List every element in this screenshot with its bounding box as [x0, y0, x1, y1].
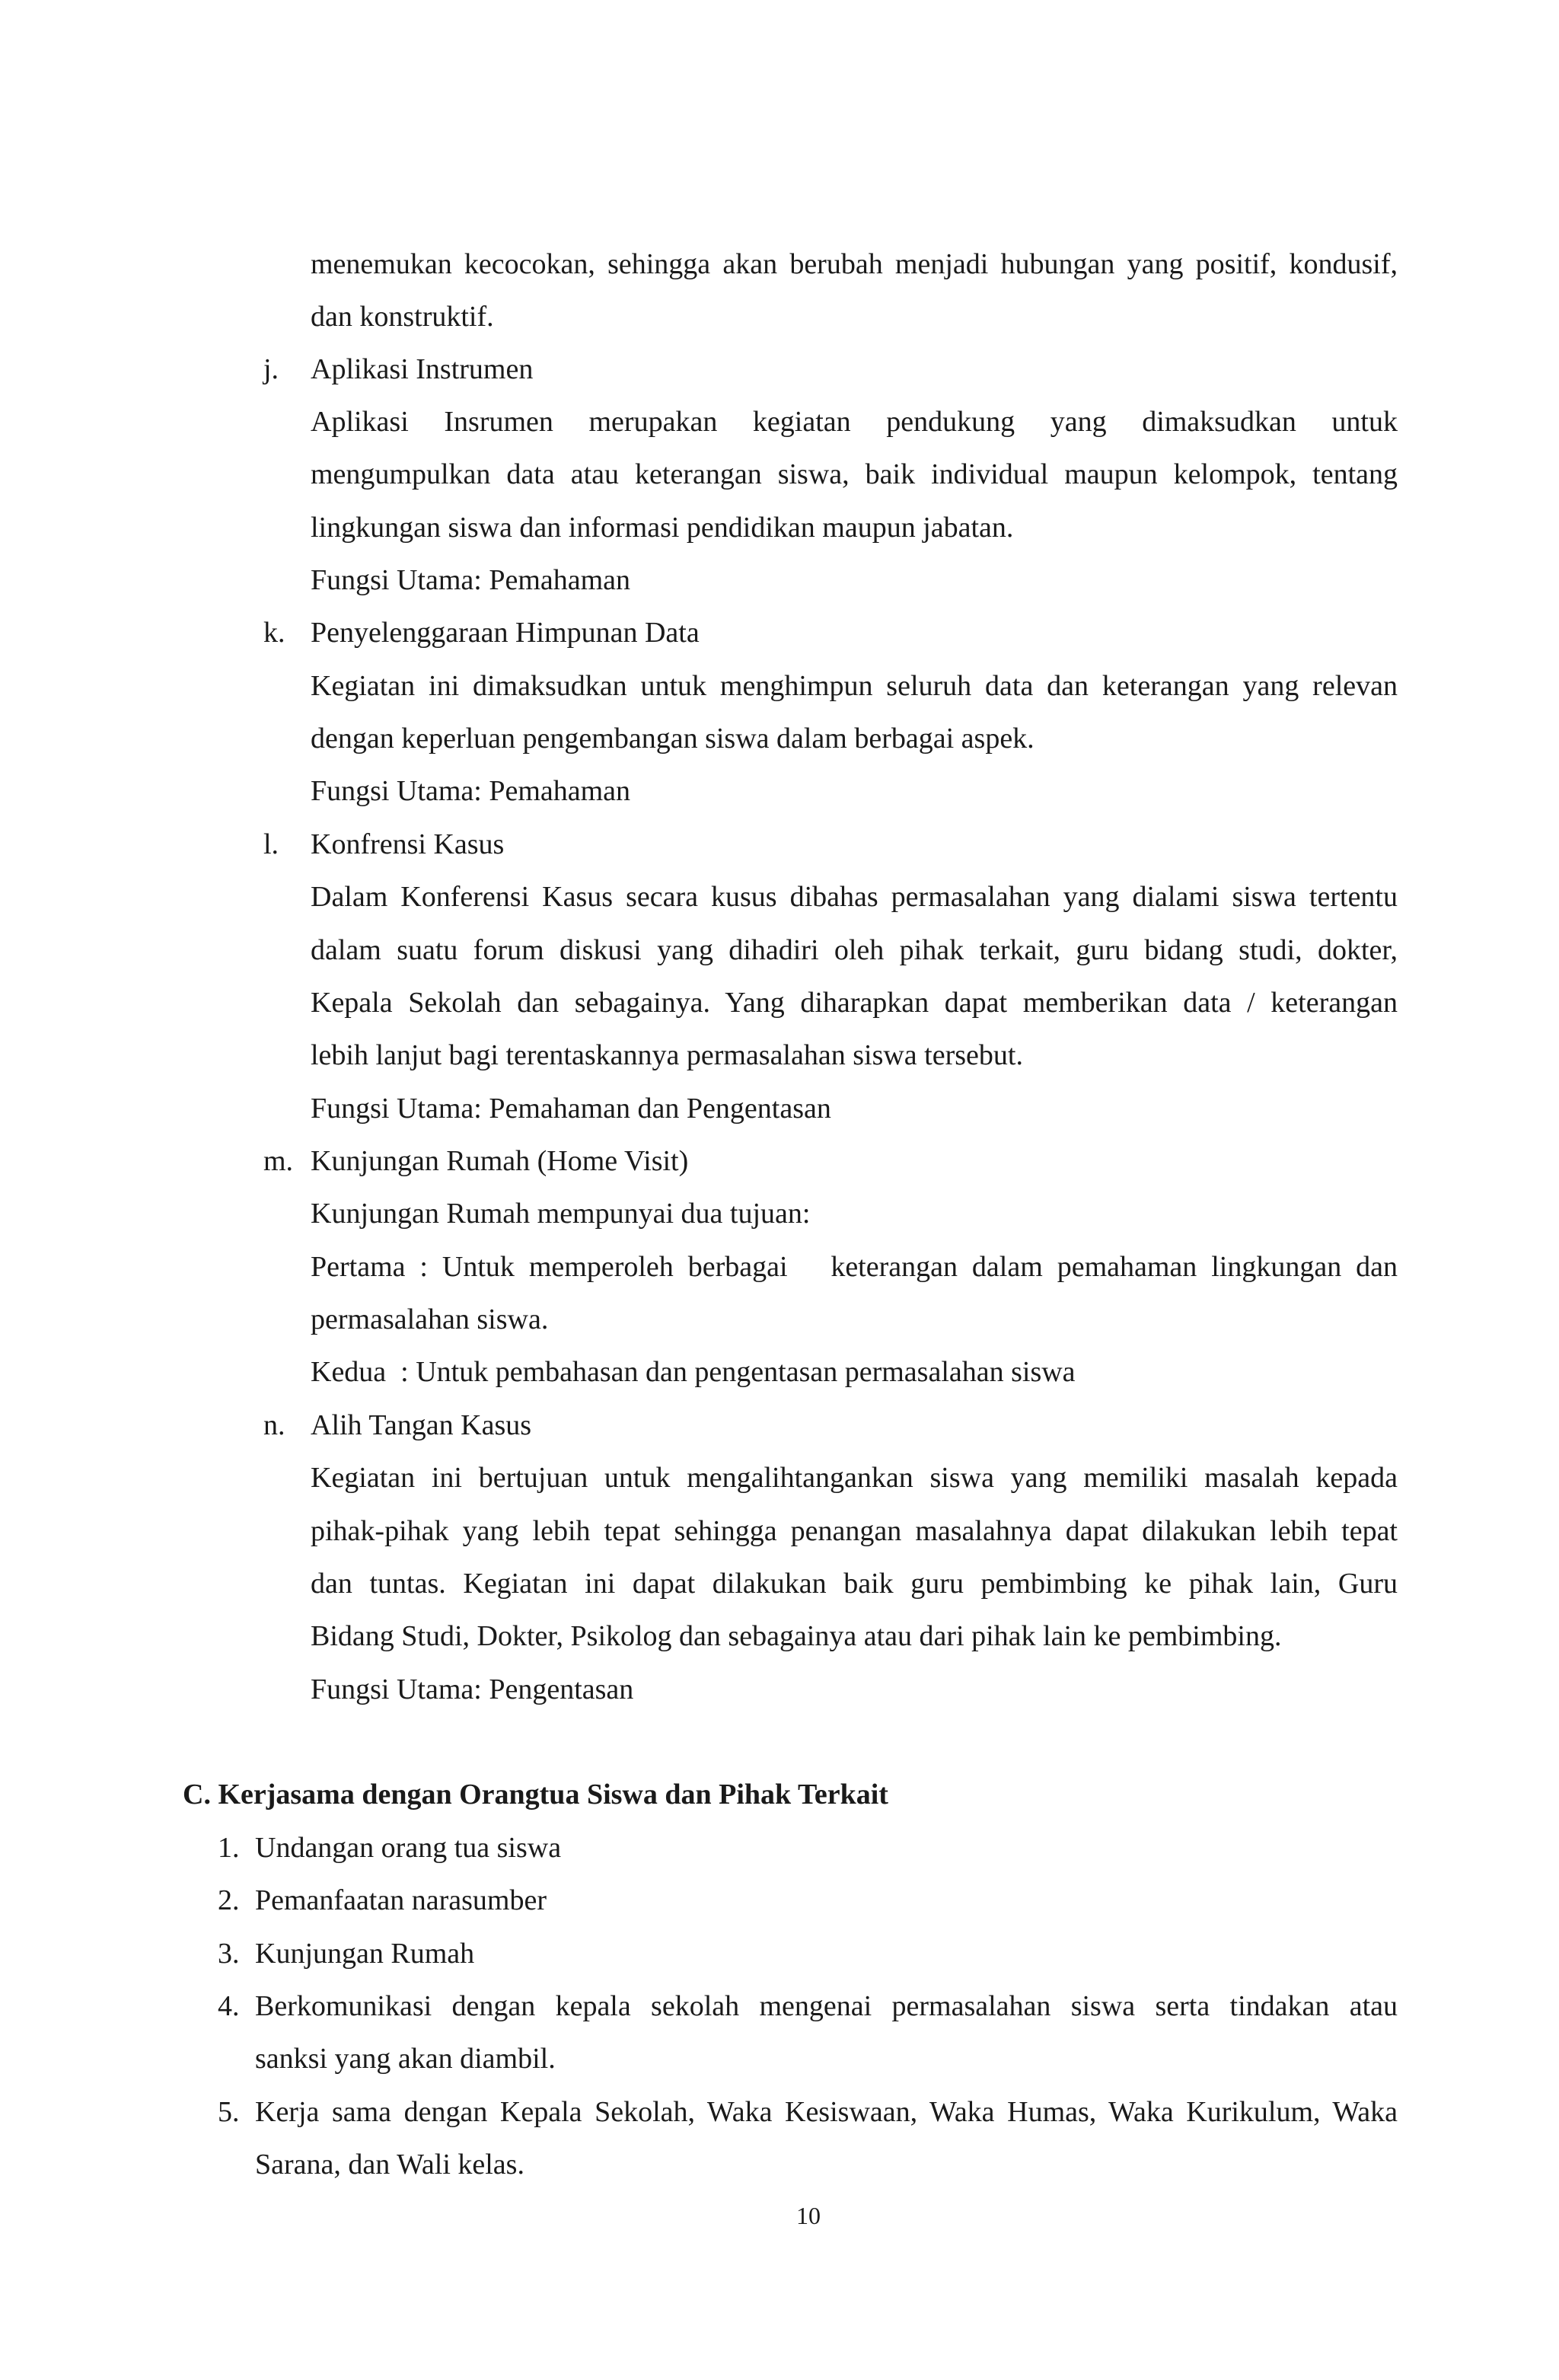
- list-marker-n: n.: [263, 1409, 285, 1441]
- list-item: Undangan orang tua siswa: [255, 1832, 562, 1864]
- function-line: Fungsi Utama: Pemahaman: [311, 775, 631, 807]
- body-text-line: dan konstruktif.: [311, 301, 494, 333]
- page-number: 10: [796, 2202, 821, 2229]
- list-number: 2.: [218, 1884, 240, 1916]
- body-text-line: Bidang Studi, Dokter, Psikolog dan sebagainya atau dari pihak lain ke pembimbing.: [311, 1620, 1282, 1652]
- section-heading: C. Kerjasama dengan Orangtua Siswa dan Pihak Terkait: [183, 1779, 888, 1811]
- body-text-line: permasalahan siswa.: [311, 1303, 549, 1335]
- body-text-line: Kepala Sekolah dan sebagainya. Yang diharapkan dapat memberikan data / keterangan: [311, 987, 1398, 1019]
- body-text-line: dalam suatu forum diskusi yang dihadiri oleh pihak terkait, guru bidang studi, dokter,: [311, 934, 1398, 966]
- list-number: 3.: [218, 1938, 240, 1970]
- list-number: 1.: [218, 1832, 240, 1864]
- list-item-continuation: sanksi yang akan diambil.: [255, 2043, 556, 2075]
- body-text-line: lingkungan siswa dan informasi pendidikan maupun jabatan.: [311, 512, 1014, 544]
- function-line: Fungsi Utama: Pemahaman dan Pengentasan: [311, 1093, 831, 1125]
- function-line: Fungsi Utama: Pemahaman: [311, 564, 631, 596]
- body-text-line: Pertama : Untuk memperoleh berbagai keterangan dalam pemahaman lingkungan dan: [311, 1251, 1398, 1283]
- body-text-line: dengan keperluan pengembangan siswa dalam berbagai aspek.: [311, 723, 1035, 755]
- list-item-title-m: Kunjungan Rumah (Home Visit): [311, 1145, 689, 1177]
- body-text-line: Dalam Konferensi Kasus secara kusus dibahas permasalahan yang dialami siswa tertentu: [311, 881, 1398, 913]
- list-item-title-k: Penyelenggaraan Himpunan Data: [311, 617, 700, 649]
- body-text-line: Kedua : Untuk pembahasan dan pengentasan permasalahan siswa: [311, 1356, 1076, 1388]
- list-number: 4.: [218, 1990, 240, 2022]
- list-number: 5.: [218, 2096, 240, 2128]
- function-line: Fungsi Utama: Pengentasan: [311, 1673, 634, 1705]
- list-marker-m: m.: [263, 1145, 294, 1177]
- body-text-line: Kunjungan Rumah mempunyai dua tujuan:: [311, 1198, 811, 1230]
- list-item: Kunjungan Rumah: [255, 1938, 475, 1970]
- list-marker-j: j.: [263, 353, 279, 385]
- list-item: Pemanfaatan narasumber: [255, 1884, 547, 1916]
- body-text-line: dan tuntas. Kegiatan ini dapat dilakukan baik guru pembimbing ke pihak lain, Guru: [311, 1568, 1398, 1600]
- list-item-title-j: Aplikasi Instrumen: [311, 353, 534, 385]
- body-text-line: mengumpulkan data atau keterangan siswa, baik individual maupun kelompok, tentang: [311, 458, 1398, 490]
- list-item: Kerja sama dengan Kepala Sekolah, Waka Kesiswaan, Waka Humas, Waka Kurikulum, Waka: [255, 2096, 1398, 2128]
- list-marker-k: k.: [263, 617, 285, 649]
- body-text-line: Aplikasi Insrumen merupakan kegiatan pendukung yang dimaksudkan untuk: [311, 406, 1398, 438]
- list-item-title-n: Alih Tangan Kasus: [311, 1409, 532, 1441]
- body-text-line: lebih lanjut bagi terentaskannya permasalahan siswa tersebut.: [311, 1039, 1023, 1071]
- body-text-line: Kegiatan ini bertujuan untuk mengalihtangankan siswa yang memiliki masalah kepada: [311, 1462, 1398, 1494]
- list-item-title-l: Konfrensi Kasus: [311, 828, 505, 860]
- body-text-line: menemukan kecocokan, sehingga akan berubah menjadi hubungan yang positif, kondusif,: [311, 248, 1398, 280]
- body-text-line: pihak-pihak yang lebih tepat sehingga penangan masalahnya dapat dilakukan lebih tepat: [311, 1515, 1398, 1547]
- body-text-line: Kegiatan ini dimaksudkan untuk menghimpun seluruh data dan keterangan yang relevan: [311, 670, 1398, 702]
- list-item: Berkomunikasi dengan kepala sekolah mengenai permasalahan siswa serta tindakan atau: [255, 1990, 1398, 2022]
- list-marker-l: l.: [263, 828, 279, 860]
- list-item-continuation: Sarana, dan Wali kelas.: [255, 2149, 524, 2181]
